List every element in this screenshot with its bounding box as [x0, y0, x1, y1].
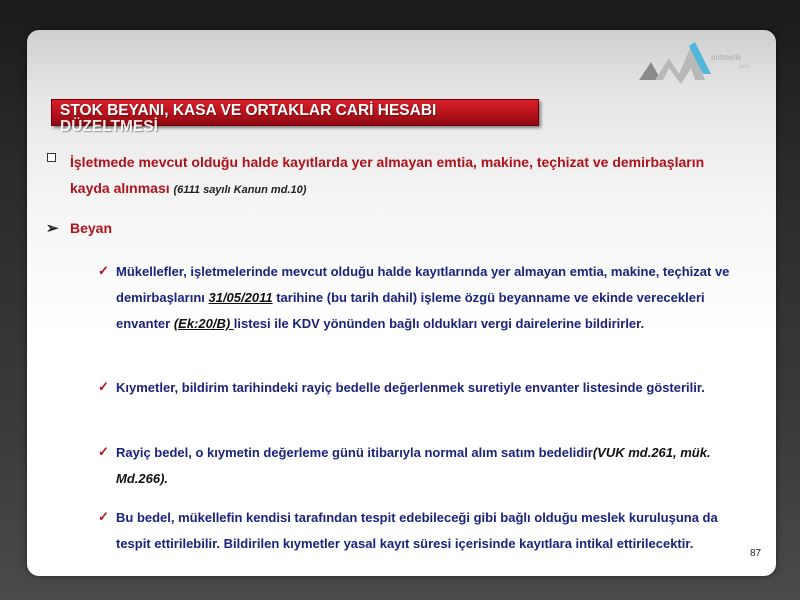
sub-item-1-part3: listesi ile KDV yönünden bağlı oldukları vergi dairelerine bildirirler. [233, 316, 645, 331]
bullet-1-text: İşletmede mevcut olduğu halde kayıtlarda yer almayan emtia, makine, teçhizat ve demirbaşların kayda alınması [70, 154, 705, 196]
svg-text:aritmetik: aritmetik [711, 53, 742, 62]
bullet-2-text: Beyan [70, 220, 113, 236]
sub-item-3 [116, 440, 736, 492]
date-value: 31/05/2011 [208, 290, 273, 305]
sub-item-2: Kıymetler, bildirim tarihindeki rayiç bedelle değerlenmek suretiyle envanter listesinde gösterilir. [116, 380, 705, 395]
sub-item-1-part2: tarihine (bu tarih dahil) işleme özgü beyanname ve ekinde verecekleri envanter [116, 290, 705, 331]
sub-item-4: Bu bedel, mükellefin kendisi tarafından tespit edebileceği gibi bağlı olduğu meslek kuruluşuna da tespit ettirilebilir. Bildirilen kıymetler yasal kayıt süresi içerisinde kayıtlara intikal ettirilecektir. [116, 510, 718, 551]
bullet-1-ref: (6111 sayılı Kanun md.10) [173, 184, 307, 196]
sub-item-1 [116, 259, 736, 337]
ek-reference: (Ek:20/B) [173, 316, 234, 331]
title-line-1: STOK BEYANI, KASA VE ORTAKLAR CARİ HESABI [60, 102, 437, 119]
sub-item-1-part1: Mükellefler, işletmelerinde mevcut olduğu halde kayıtlarında yer almayan emtia, makine, teçhizat ve demirbaşlarını [116, 264, 730, 305]
sub-item-3-ref: (VUK md.261, mük. Md.266). [116, 445, 711, 486]
page-number: 87 [750, 548, 762, 559]
bullet-1 [70, 149, 710, 203]
check-icon: ✓ [98, 444, 109, 459]
check-icon: ✓ [98, 379, 109, 394]
title-line-2: DÜZELTMESİ [60, 118, 158, 135]
arrow-bullet-icon: ➢ [46, 220, 59, 237]
check-icon: ✓ [98, 509, 109, 524]
company-logo [639, 40, 769, 84]
slide [27, 30, 776, 576]
sub-item-3-text: Rayiç bedel, o kıymetin değerleme günü itibarıyla normal alım satım bedelidir [116, 445, 593, 460]
square-bullet-icon [47, 153, 56, 162]
svg-text:ymm: ymm [739, 64, 750, 70]
check-icon: ✓ [98, 263, 109, 278]
slide-title [60, 103, 530, 135]
